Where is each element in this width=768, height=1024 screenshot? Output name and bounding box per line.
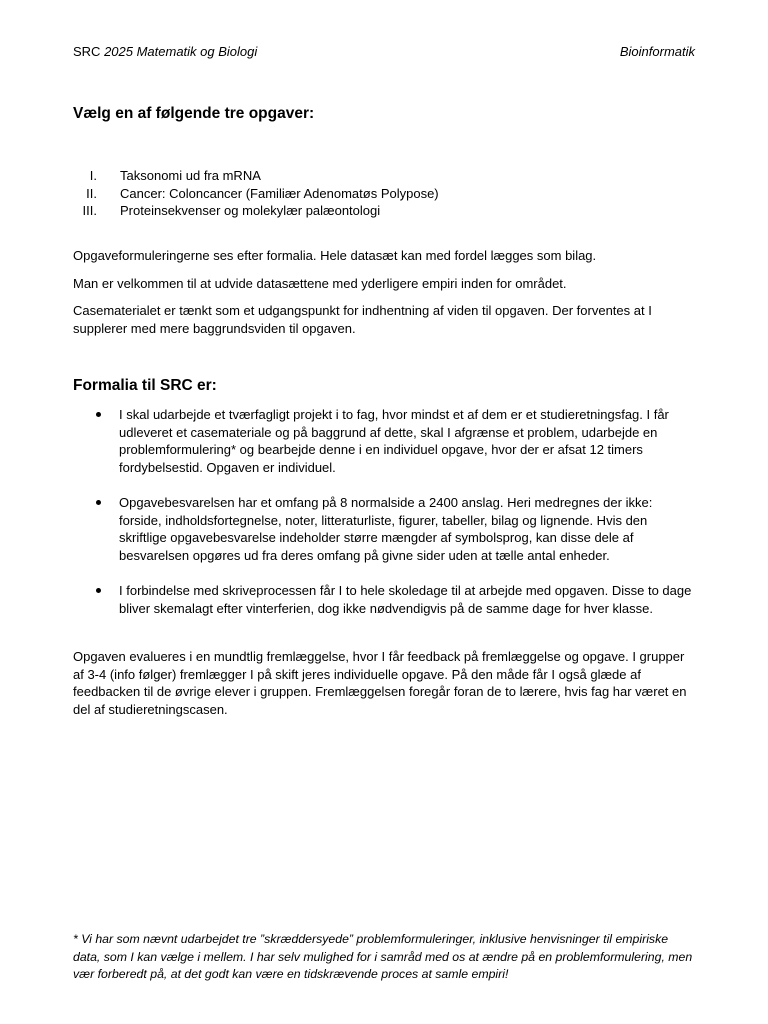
task-item (73, 167, 693, 185)
task-text: Taksonomi ud fra mRNA (120, 168, 261, 183)
bullet-icon (96, 588, 101, 593)
intro-paragraph-datasets: Opgaveformuleringerne ses efter formalia. Hele datasæt kan med fordel lægges som bilag. (73, 248, 597, 263)
evaluation-paragraph: Opgaven evalueres i en mundtlig fremlæggelse, hvor I får feedback på fremlæggelse og opgave. I grupper af 3-4 (info følger) fremlægger I på skift jeres individuelle opgave. På den måde får I også glæde af feedbacken til de øvrige elever i gruppen. Fremlæggelsen foregår foran de to lærere, hvis fag har været en del af studieretningscasen. (73, 649, 687, 717)
formalia-item (73, 582, 695, 617)
formalia-item-text: I forbindelse med skriveprocessen får I to hele skoledage til at arbejde med opgaven. Disse to dage bliver skemalagt efter vinterferien, dog ikke nødvendigvis på de samme dage for hver klasse. (119, 582, 692, 616)
task-text: Cancer: Coloncancer (Familiær Adenomatøs Polypose) (120, 185, 439, 201)
task-number: II. (86, 185, 97, 201)
header-course-title: 2025 Matematik og Biologi (104, 44, 258, 59)
header-course (73, 43, 257, 60)
task-number: III. (82, 203, 97, 219)
formalia-item (73, 494, 695, 564)
bullet-icon (96, 500, 101, 505)
task-text: Proteinsekvenser og molekylær palæontologi (120, 203, 381, 219)
intro-paragraph-empiri: Man er velkommen til at udvide datasættene med yderligere empiri inden for området. (73, 276, 567, 291)
task-item (73, 202, 693, 220)
formalia-heading: Formalia til SRC er: (73, 377, 217, 394)
header-subject: Bioinformatik (619, 44, 695, 59)
formalia-item (73, 406, 695, 476)
footnote: * Vi har som nævnt udarbejdet tre ”skræddersyede” problemformuleringer, inklusive henvisninger til empiriske data, som I kan vælge i mellem. I har selv mulighed for i samråd med os at ændre på en problemformulering, men vær forberedt på, at det godt kan være en tidskrævende proces at samle empiri! (73, 932, 693, 981)
tasks-heading: Vælg en af følgende tre opgaver: (73, 105, 315, 122)
header-course-prefix: SRC (73, 44, 105, 59)
formalia-item-text: I skal udarbejde et tværfagligt projekt i to fag, hvor mindst et af dem er et studieretningsfag. I får udleveret et casemateriale og på baggrund af dette, skal I afgrænse et problem, udarbejde en problemformulering* og bearbejde denne i en individuel opgave, hvor der er afsat 12 timers fordybelsestid. Opgaven er individuel. (119, 407, 669, 475)
bullet-icon (96, 412, 101, 417)
task-number: I. (89, 168, 97, 183)
task-item (73, 185, 693, 203)
formalia-item-text: Opgavebesvarelsen har et omfang på 8 normalside a 2400 anslag. Heri medregnes der ikke: forside, indholdsfortegnelse, noter, litteraturliste, figurer, tabeller, bilag og lignende. Hvis den skriftlige opgavebesvarelse indeholder større mængder af symbolsprog, kan disse dele af besvarelsen opgøres ud fra deres omfang på givne sider uden at tælle antal enheder. (119, 494, 653, 563)
task-list (73, 167, 693, 220)
intro-paragraph-casematerial: Casematerialet er tænkt som et udgangspunkt for indhentning af viden til opgaven. Der forventes at I supplerer med mere baggrundsviden til opgaven. (73, 303, 652, 336)
formalia-list (73, 406, 695, 635)
